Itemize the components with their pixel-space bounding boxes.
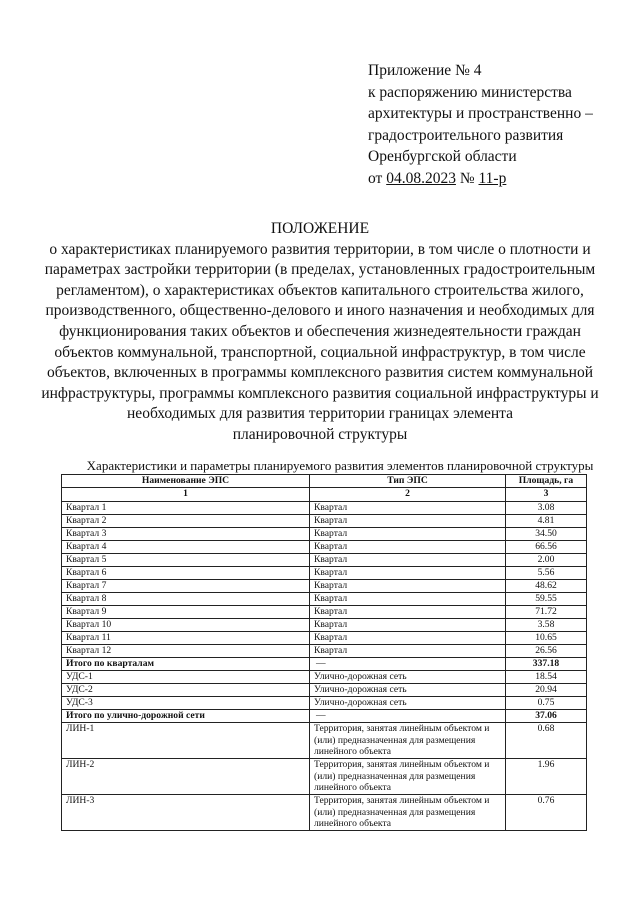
eps-name: Квартал 2 bbox=[62, 515, 310, 528]
eps-name: Квартал 6 bbox=[62, 567, 310, 580]
col-number: 3 bbox=[506, 488, 587, 502]
eps-type: Улично-дорожная сеть bbox=[310, 697, 506, 710]
eps-name: Квартал 1 bbox=[62, 502, 310, 515]
eps-area: 48.62 bbox=[506, 580, 587, 593]
eps-type: — bbox=[310, 658, 506, 671]
eps-area: 0.75 bbox=[506, 697, 587, 710]
eps-type: Квартал bbox=[310, 541, 506, 554]
header-eps-type: Тип ЭПС bbox=[310, 475, 506, 488]
table-row bbox=[62, 502, 587, 515]
eps-table bbox=[61, 474, 587, 831]
table-row bbox=[62, 723, 587, 759]
col-number: 1 bbox=[62, 488, 310, 502]
eps-area: 10.65 bbox=[506, 632, 587, 645]
eps-type: Квартал bbox=[310, 606, 506, 619]
header-eps-name: Наименование ЭПС bbox=[62, 475, 310, 488]
eps-type: Квартал bbox=[310, 645, 506, 658]
eps-name: Квартал 5 bbox=[62, 554, 310, 567]
eps-area: 26.56 bbox=[506, 645, 587, 658]
eps-area: 0.68 bbox=[506, 723, 587, 759]
eps-type: Квартал bbox=[310, 567, 506, 580]
eps-area: 71.72 bbox=[506, 606, 587, 619]
order-number: 11-р bbox=[478, 169, 507, 187]
eps-type: Квартал bbox=[310, 619, 506, 632]
eps-area: 3.08 bbox=[506, 502, 587, 515]
eps-name: Квартал 9 bbox=[62, 606, 310, 619]
subtotal-label: Итого по кварталам bbox=[62, 658, 310, 671]
table-row bbox=[62, 580, 587, 593]
eps-area: 4.81 bbox=[506, 515, 587, 528]
table-row bbox=[62, 684, 587, 697]
order-date: 04.08.2023 bbox=[386, 169, 456, 187]
appendix-title: Приложение № 4 bbox=[368, 62, 482, 79]
eps-type: Квартал bbox=[310, 502, 506, 515]
eps-name: Квартал 8 bbox=[62, 593, 310, 606]
table-row bbox=[62, 515, 587, 528]
eps-area: 59.55 bbox=[506, 593, 587, 606]
eps-name: Квартал 3 bbox=[62, 528, 310, 541]
eps-type: Улично-дорожная сеть bbox=[310, 671, 506, 684]
table-row bbox=[62, 593, 587, 606]
title-line: производственного, общественно-делового и иного назначения и необходимых для bbox=[45, 302, 595, 320]
title-line: объектов, включенных в программы комплексного развития систем коммунальной bbox=[46, 364, 594, 382]
table-row bbox=[62, 671, 587, 684]
appendix-block bbox=[368, 60, 618, 189]
eps-type: Квартал bbox=[310, 515, 506, 528]
title-line: параметрах застройки территории (в пределах, установленных градостроительным bbox=[44, 261, 596, 279]
document-title bbox=[20, 219, 620, 446]
eps-area: 3.58 bbox=[506, 619, 587, 632]
title-line: планировочной структуры bbox=[232, 425, 408, 443]
eps-area: 66.56 bbox=[506, 541, 587, 554]
eps-name: Квартал 11 bbox=[62, 632, 310, 645]
eps-name: Квартал 4 bbox=[62, 541, 310, 554]
table-row bbox=[62, 606, 587, 619]
eps-name: ЛИН-1 bbox=[62, 723, 310, 759]
eps-name: ЛИН-3 bbox=[62, 795, 310, 831]
eps-name: УДС-2 bbox=[62, 684, 310, 697]
eps-name: Квартал 10 bbox=[62, 619, 310, 632]
eps-area: 18.54 bbox=[506, 671, 587, 684]
eps-type: Квартал bbox=[310, 593, 506, 606]
table-row bbox=[62, 554, 587, 567]
table-row bbox=[62, 632, 587, 645]
table-row bbox=[62, 795, 587, 831]
title-line: о характеристиках планируемого развития территории, в том числе о плотности и bbox=[49, 240, 591, 258]
subtotal-label: Итого по улично-дорожной сети bbox=[62, 710, 310, 723]
table-row bbox=[62, 697, 587, 710]
appendix-line: к распоряжению министерства bbox=[368, 83, 572, 101]
table-row bbox=[62, 619, 587, 632]
appendix-date-line bbox=[368, 168, 618, 190]
column-number-row bbox=[62, 488, 587, 502]
eps-name: Квартал 12 bbox=[62, 645, 310, 658]
table-header-row bbox=[62, 475, 587, 488]
eps-type: Квартал bbox=[310, 528, 506, 541]
eps-type: Квартал bbox=[310, 580, 506, 593]
appendix-line: Оренбургской области bbox=[368, 148, 517, 165]
eps-area: 20.94 bbox=[506, 684, 587, 697]
eps-type: — bbox=[310, 710, 506, 723]
table-caption: Характеристики и параметры планируемого развития элементов планировочной структуры bbox=[86, 458, 594, 473]
title-line: необходимых для развития территории границах элемента bbox=[127, 405, 513, 423]
col-number: 2 bbox=[310, 488, 506, 502]
subtotal-row bbox=[62, 710, 587, 723]
eps-type: Квартал bbox=[310, 554, 506, 567]
eps-area: 1.96 bbox=[506, 759, 587, 795]
table-row bbox=[62, 528, 587, 541]
table-row bbox=[62, 541, 587, 554]
title-line: инфраструктуры, программы комплексного развития социальной инфраструктуры и bbox=[41, 384, 599, 402]
title-line: объектов коммунальной, транспортной, социальной инфраструктур, в том числе bbox=[54, 343, 586, 361]
eps-name: УДС-3 bbox=[62, 697, 310, 710]
subtotal-area: 337.18 bbox=[506, 658, 587, 671]
subtotal-row bbox=[62, 658, 587, 671]
table-row bbox=[62, 645, 587, 658]
title-line: функционирования таких объектов и обеспечения жизнедеятельности граждан bbox=[59, 322, 581, 340]
eps-name: Квартал 7 bbox=[62, 580, 310, 593]
eps-type: Территория, занятая линейным объектом и (или) предназначенная для размещения линейного объекта bbox=[310, 795, 506, 831]
title-line: регламентом), о характеристиках объектов капитального строительства жилого, bbox=[56, 281, 584, 299]
eps-name: УДС-1 bbox=[62, 671, 310, 684]
eps-type: Улично-дорожная сеть bbox=[310, 684, 506, 697]
eps-name: ЛИН-2 bbox=[62, 759, 310, 795]
eps-area: 34.50 bbox=[506, 528, 587, 541]
table-row bbox=[62, 567, 587, 580]
appendix-line: градостроительного развития bbox=[368, 126, 564, 144]
eps-area: 5.56 bbox=[506, 567, 587, 580]
title-heading: ПОЛОЖЕНИЕ bbox=[270, 220, 370, 237]
subtotal-area: 37.06 bbox=[506, 710, 587, 723]
eps-type: Территория, занятая линейным объектом и (или) предназначенная для размещения линейного объекта bbox=[310, 759, 506, 795]
number-prefix: № bbox=[455, 169, 479, 187]
appendix-line: архитектуры и пространственно – bbox=[368, 105, 593, 122]
date-prefix: от bbox=[368, 169, 387, 187]
table-row bbox=[62, 759, 587, 795]
eps-type: Территория, занятая линейным объектом и (или) предназначенная для размещения линейного объекта bbox=[310, 723, 506, 759]
header-area: Площадь, га bbox=[506, 475, 587, 488]
eps-type: Квартал bbox=[310, 632, 506, 645]
eps-area: 2.00 bbox=[506, 554, 587, 567]
eps-area: 0.76 bbox=[506, 795, 587, 831]
